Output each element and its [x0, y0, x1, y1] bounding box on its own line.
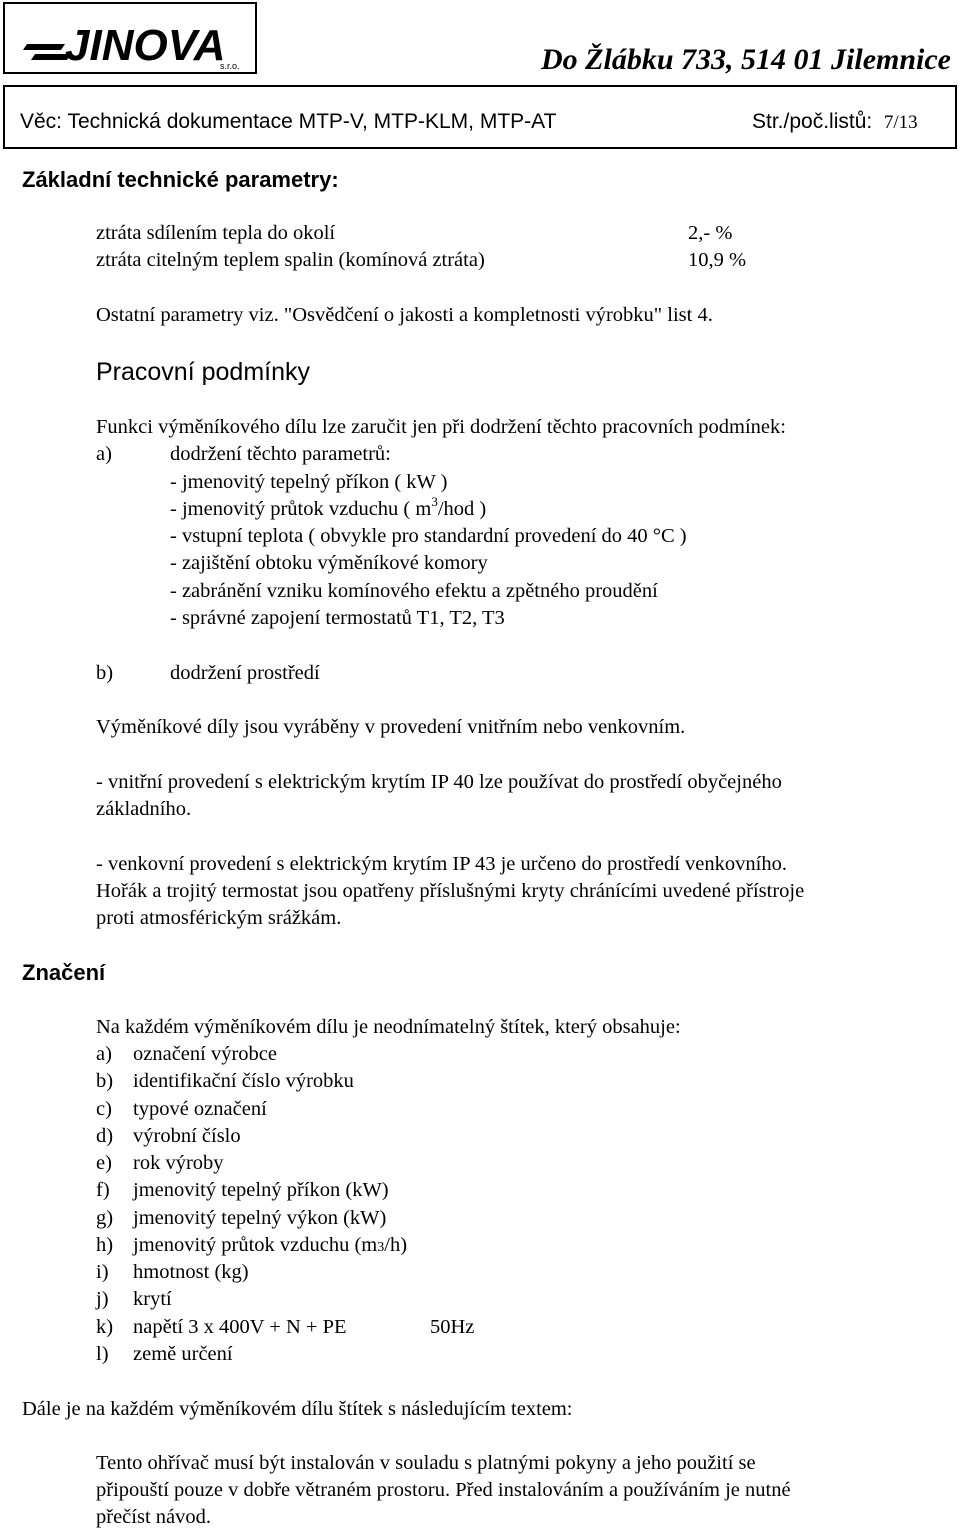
- list-letter: b): [96, 662, 114, 684]
- marking-intro: Na každém výměníkovém dílu je neodnímatelný štítek, který obsahuje:: [96, 1016, 681, 1038]
- logo-suffix: s.r.o.: [220, 61, 240, 71]
- inner-version-text: - vnitřní provedení s elektrickým krytím IP 40 lze používat do prostředí obyčejného: [96, 771, 782, 793]
- list-item: hmotnost (kg): [133, 1261, 249, 1283]
- label-text: Tento ohřívač musí být instalován v souladu s platnými pokyny a jeho použití se: [96, 1452, 756, 1474]
- working-intro: Funkci výměníkového dílu lze zaručit jen při dodržení těchto pracovních podmínek:: [96, 416, 786, 438]
- label-text: přečíst návod.: [96, 1506, 211, 1528]
- logo-wordmark: JINOVA: [65, 21, 226, 70]
- list-letter: h): [96, 1234, 114, 1256]
- list-item: - vstupní teplota ( obvykle pro standardní provedení do 40 °C ): [170, 525, 687, 547]
- list-letter: a): [96, 443, 112, 465]
- list-item: označení výrobce: [133, 1043, 277, 1065]
- param-label: ztráta citelným teplem spalin (komínová ztráta): [96, 249, 485, 271]
- list-letter: b): [96, 1070, 114, 1092]
- list-item: dodržení těchto parametrů:: [170, 443, 391, 465]
- label-text: připouští pouze v dobře větraném prostoru. Před instalováním a používáním je nutné: [96, 1479, 791, 1501]
- company-address: Do Žlábku 733, 514 01 Jilemnice: [541, 43, 951, 76]
- outer-version-text: proti atmosférickým srážkám.: [96, 907, 342, 929]
- list-item: výrobní číslo: [133, 1125, 241, 1147]
- list-item: krytí: [133, 1288, 172, 1310]
- outer-version-text: Hořák a trojitý termostat jsou opatřeny příslušnými kryty chránícími uvedené přístroje: [96, 880, 805, 902]
- basic-params-title: Základní technické parametry:: [22, 167, 339, 192]
- list-item: - jmenovitý průtok vzduchu ( $m^3$/hod ): [170, 494, 487, 520]
- list-letter: a): [96, 1043, 112, 1065]
- param-value: 2,- %: [688, 222, 733, 244]
- frequency-value: 50Hz: [430, 1316, 475, 1338]
- param-value: 10,9 %: [688, 249, 747, 271]
- list-letter: l): [96, 1343, 109, 1365]
- list-letter: k): [96, 1316, 114, 1338]
- list-item: země určení: [133, 1343, 233, 1365]
- list-letter: c): [96, 1098, 112, 1120]
- company-logo: [3, 2, 257, 74]
- page-count-label: Str./poč.listů:: [752, 110, 873, 133]
- list-letter: e): [96, 1152, 112, 1174]
- working-conditions-title: Pracovní podmínky: [96, 358, 310, 386]
- label-intro: Dále je na každém výměníkovém dílu štítek s následujícím textem:: [22, 1398, 573, 1420]
- jinova-logo-icon: [5, 4, 255, 72]
- list-letter: j): [96, 1288, 109, 1310]
- list-item: - jmenovitý tepelný příkon ( kW ): [170, 471, 448, 493]
- list-item: jmenovitý průtok vzduchu (m3/h): [133, 1234, 408, 1256]
- list-item: - správné zapojení termostatů T1, T2, T3: [170, 607, 505, 629]
- list-item: identifikační číslo výrobku: [133, 1070, 354, 1092]
- param-label: ztráta sdílením tepla do okolí: [96, 222, 336, 244]
- list-item: - zajištění obtoku výměníkové komory: [170, 552, 488, 574]
- list-item: jmenovitý tepelný výkon (kW): [133, 1207, 387, 1229]
- list-item: typové označení: [133, 1098, 267, 1120]
- list-item: jmenovitý tepelný příkon (kW): [133, 1179, 389, 1201]
- list-letter: f): [96, 1179, 110, 1201]
- marking-title: Značení: [22, 960, 106, 985]
- list-item: napětí 3 x 400V + N + PE: [133, 1316, 347, 1338]
- environment-intro: Výměníkové díly jsou vyráběny v provedení vnitřním nebo venkovním.: [96, 716, 686, 738]
- list-item: - zabránění vzniku komínového efektu a zpětného proudění: [170, 580, 658, 602]
- list-letter: i): [96, 1261, 109, 1283]
- page-count-value: 7/13: [883, 112, 918, 133]
- list-item: dodržení prostředí: [170, 662, 320, 684]
- inner-version-text: základního.: [96, 798, 192, 820]
- other-params-note: Ostatní parametry viz. "Osvědčení o jakosti a kompletnosti výrobku" list 4.: [96, 304, 713, 326]
- outer-version-text: - venkovní provedení s elektrickým krytím IP 43 je určeno do prostředí venkovního.: [96, 853, 787, 875]
- list-item: rok výroby: [133, 1152, 224, 1174]
- list-letter: g): [96, 1207, 114, 1229]
- list-letter: d): [96, 1125, 114, 1147]
- document-subject: Věc: Technická dokumentace MTP-V, MTP-KLM, MTP-AT: [20, 110, 557, 133]
- page-count: [752, 108, 918, 137]
